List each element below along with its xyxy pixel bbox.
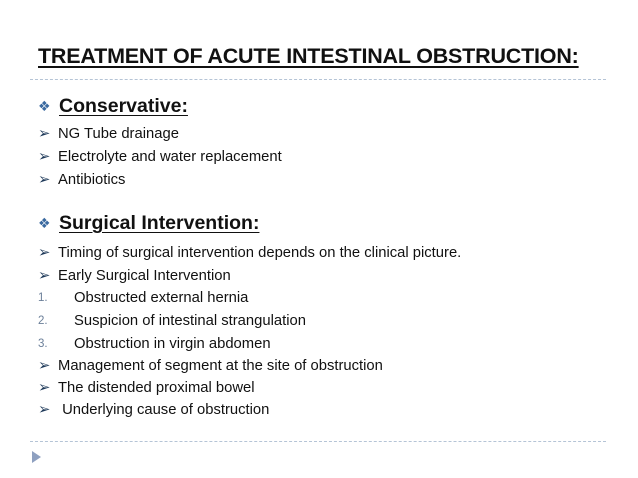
numbered-item [38, 290, 248, 306]
item-number: 2. [38, 315, 48, 327]
item-text: Obstruction in virgin abdomen [74, 336, 271, 352]
numbered-item [38, 313, 306, 329]
surgical-heading [38, 212, 259, 235]
item-number: 3. [38, 338, 48, 350]
list-item [38, 267, 231, 284]
item-text: Obstructed external hernia [74, 290, 249, 306]
arrow-bullet-icon: ➢ [38, 245, 51, 261]
diamond-bullet-icon: ❖ [38, 215, 51, 231]
numbered-item [38, 336, 271, 352]
arrow-bullet-icon: ➢ [38, 402, 51, 418]
diamond-bullet-icon: ❖ [38, 98, 51, 114]
item-text: Early Surgical Intervention [58, 267, 231, 284]
conservative-heading [38, 95, 188, 118]
heading-label: Conservative: [59, 95, 188, 117]
arrow-bullet-icon: ➢ [38, 380, 51, 396]
arrow-bullet-icon: ➢ [38, 358, 51, 374]
item-text: Management of segment at the site of obstruction [58, 357, 383, 374]
corner-arrow-icon [32, 451, 41, 463]
list-item [38, 171, 125, 188]
arrow-bullet-icon: ➢ [38, 126, 51, 142]
item-text: Suspicion of intestinal strangulation [74, 313, 306, 329]
arrow-bullet-icon: ➢ [38, 172, 51, 188]
list-item [38, 401, 269, 418]
item-text: Timing of surgical intervention depends on the clinical picture. [58, 244, 462, 261]
slide-title: TREATMENT OF ACUTE INTESTINAL OBSTRUCTION: [38, 44, 579, 68]
item-text: Underlying cause of obstruction [58, 401, 270, 418]
item-text: Electrolyte and water replacement [58, 148, 282, 165]
top-divider [30, 79, 606, 80]
item-number: 1. [38, 292, 48, 304]
bottom-divider [30, 441, 606, 442]
list-item [38, 125, 179, 142]
list-item [38, 357, 383, 374]
arrow-bullet-icon: ➢ [38, 149, 51, 165]
list-item [38, 244, 461, 261]
heading-label: Surgical Intervention: [59, 212, 260, 234]
list-item [38, 148, 282, 165]
list-item [38, 379, 255, 396]
item-text: Antibiotics [58, 171, 126, 188]
arrow-bullet-icon: ➢ [38, 268, 51, 284]
item-text: The distended proximal bowel [58, 379, 255, 396]
item-text: NG Tube drainage [58, 125, 179, 142]
